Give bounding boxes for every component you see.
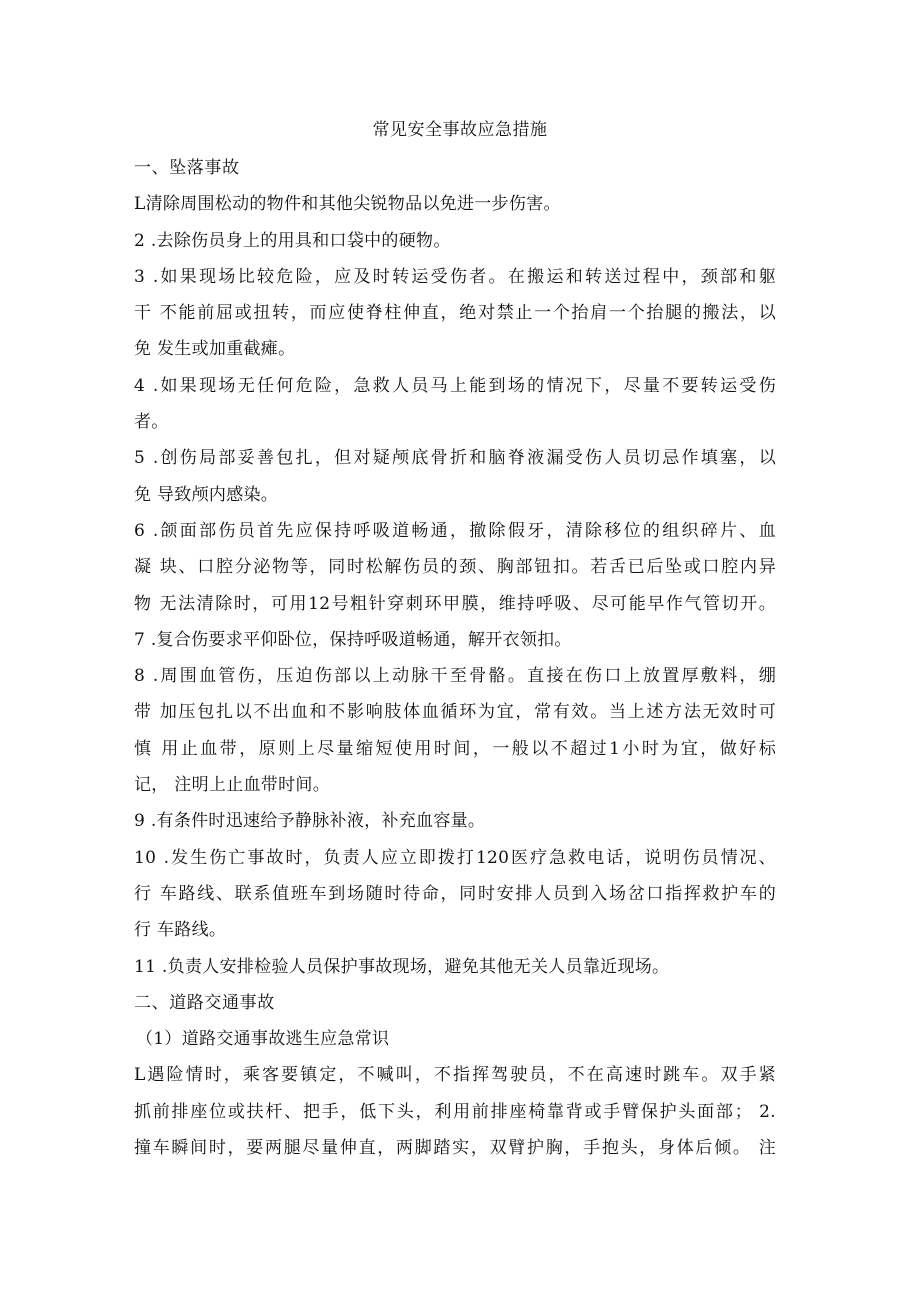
document-body bbox=[134, 150, 776, 1166]
body-line: 者。 bbox=[134, 412, 169, 433]
body-line: 物 无法清除时，可用12号粗针穿刺环甲膜，维持呼吸、尽可能早作气管切开。 bbox=[134, 593, 776, 614]
body-line: 5 .创伤局部妥善包扎，但对疑颅底骨折和脑脊液漏受伤人员切忌作填塞，以 bbox=[134, 448, 776, 469]
body-line: 记， 注明上止血带时间。 bbox=[134, 775, 331, 796]
body-line: L清除周围松动的物件和其他尖锐物品以免进一步伤害。 bbox=[134, 194, 561, 215]
body-line: 撞车瞬间时，要两腿尽量伸直，两脚踏实，双臂护胸，手抱头，身体后倾。 注 bbox=[134, 1138, 776, 1159]
body-line: 7 .复合伤要求平仰卧位，保持呼吸道畅通，解开衣领扣。 bbox=[134, 629, 572, 650]
body-line: 干 不能前屈或扭转，而应使脊柱伸直，绝对禁止一个抬肩一个抬腿的搬法，以 bbox=[134, 303, 776, 324]
body-line: 4 .如果现场无任何危险，急救人员马上能到场的情况下，尽量不要转运受伤 bbox=[134, 375, 776, 396]
body-line: 11 .负责人安排检验人员保护事故现场，避免其他无关人员靠近现场。 bbox=[134, 956, 670, 977]
body-line: L遇险情时，乘客要镇定，不喊叫，不指挥驾驶员，不在高速时跳车。双手紧 bbox=[134, 1065, 776, 1086]
section-heading: 二、道路交通事故 bbox=[134, 992, 275, 1013]
body-line: 免 发生或加重截瘫。 bbox=[134, 339, 296, 360]
body-line: 8 .周围血管伤，压迫伤部以上动脉干至骨骼。直接在伤口上放置厚敷料，绷 bbox=[134, 666, 776, 687]
body-line: 慎 用止血带，原则上尽量缩短使用时间，一般以不超过1小时为宜，做好标 bbox=[134, 738, 776, 759]
subsection-heading: （1）道路交通事故逃生应急常识 bbox=[136, 1029, 390, 1050]
body-line: 9 .有条件时迅速给予静脉补液，补充血容量。 bbox=[134, 811, 486, 832]
body-line: 行 车路线。 bbox=[134, 920, 227, 941]
body-line: 免 导致颅内感染。 bbox=[134, 484, 279, 505]
body-line: 凝 块、口腔分泌物等，同时松解伤员的颈、胸部钮扣。若舌已后坠或口腔内异 bbox=[134, 557, 776, 578]
body-line: 6 .颌面部伤员首先应保持呼吸道畅通，撤除假牙，清除移位的组织碎片、血 bbox=[134, 520, 776, 541]
body-line: 行 车路线、联系值班车到场随时待命，同时安排人员到入场岔口指挥救护车的 bbox=[134, 883, 776, 904]
body-line: 2 .去除伤员身上的用具和口袋中的硬物。 bbox=[134, 230, 451, 251]
document-title: 常见安全事故应急措施 bbox=[372, 120, 548, 140]
body-line: 抓前排座位或扶杆、把手，低下头，利用前排座椅靠背或手臂保护头面部； 2. bbox=[134, 1101, 776, 1122]
body-line: 10 .发生伤亡事故时，负责人应立即拨打120医疗急救电话，说明伤员情况、 bbox=[134, 847, 776, 868]
section-heading: 一、坠落事故 bbox=[134, 158, 240, 178]
body-line: 3 .如果现场比较危险，应及时转运受伤者。在搬运和转送过程中，颈部和躯 bbox=[134, 266, 776, 287]
body-line: 带 加压包扎以不出血和不影响肢体血循环为宜，常有效。当上述方法无效时可 bbox=[134, 702, 776, 723]
